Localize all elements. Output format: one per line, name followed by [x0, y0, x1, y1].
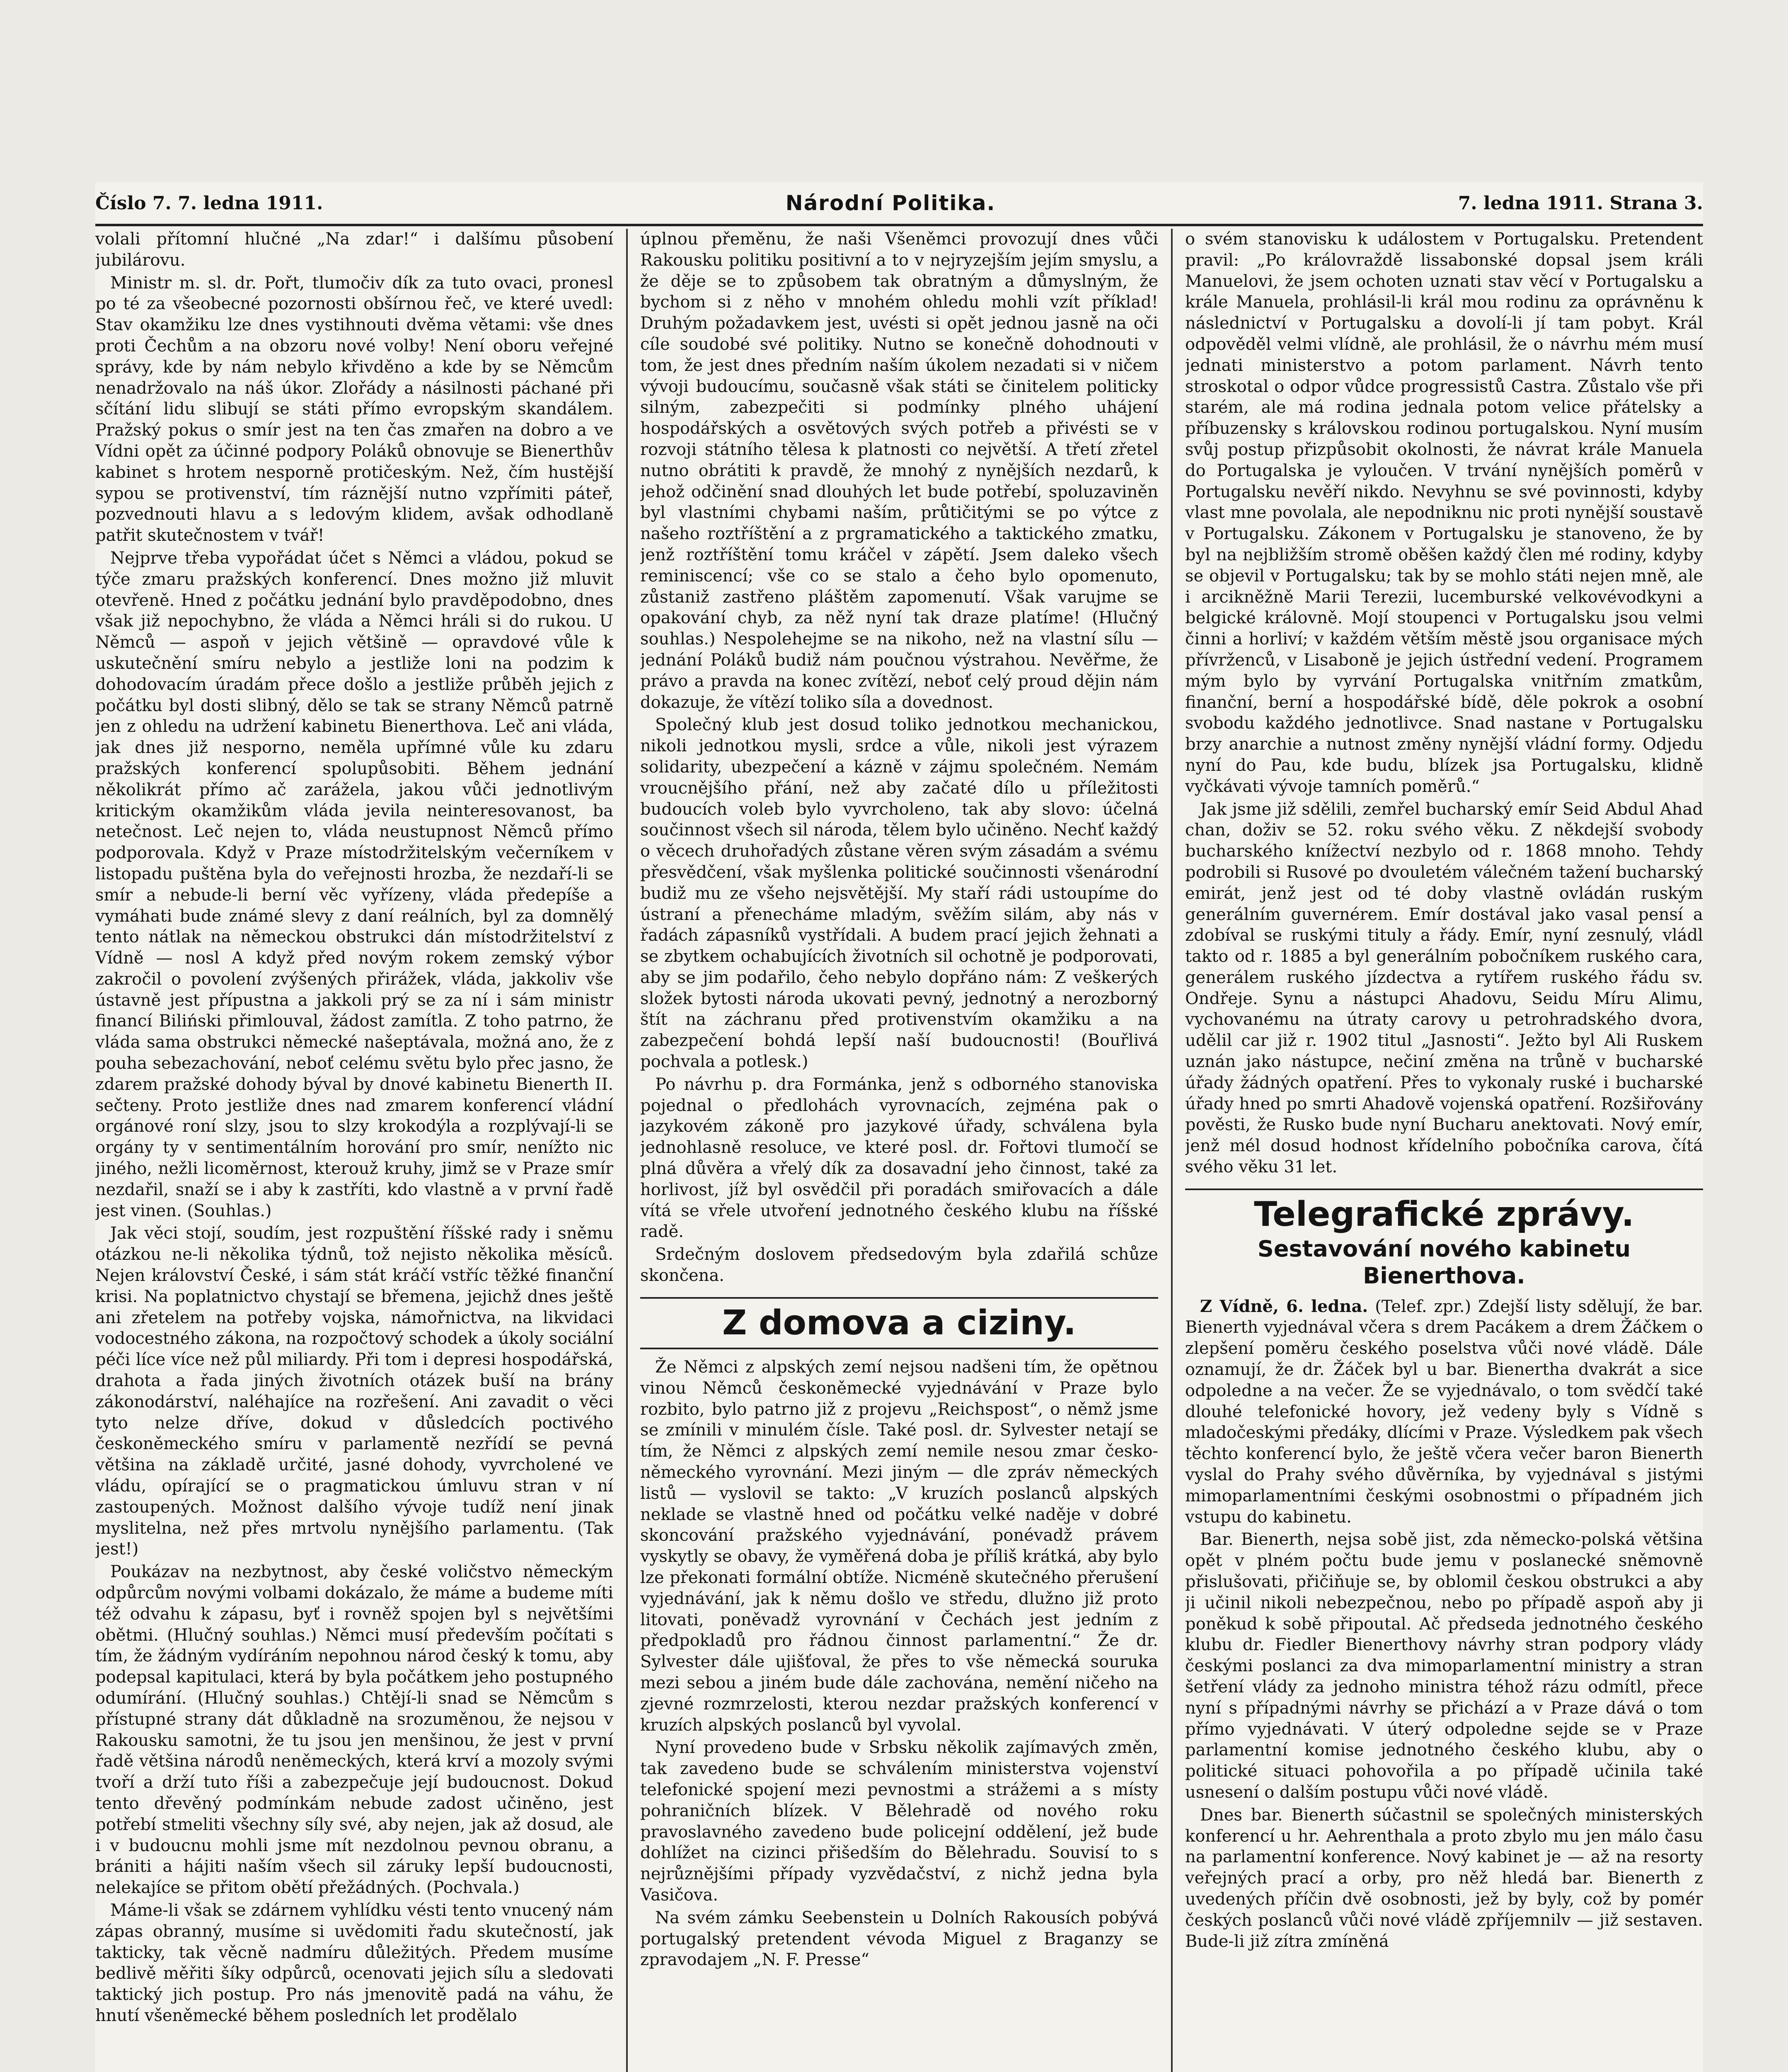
paragraph: Nyní provedeno bude v Srbsku několik zajímavých změn, tak zavedeno bude se schválením ministerstva vojenství telefonické spojení mezi pevnostmi a strážemi a s místy pohraničních blízek. V Bělehradě od nového roku pravoslavného zavedeno bude policejní oddělení, jež bude dohlížet na cizinci přišedším do Bělehradu. Souvisí to s nejrůznějšími případy vyzvědačství, z nichž jedna byla Vasičova. — [640, 1738, 1158, 1905]
article-subheading: Sestavování nového kabinetu Bienerthova. — [1257, 1236, 1631, 1289]
issue-number: Číslo 7. 7. ledna 1911. — [95, 192, 323, 214]
paragraph: úplnou přeměnu, že naši Všeněmci provozují dnes vůči Rakousku politiku positivní a to v nejryzejším jejím smyslu, a že děje se to způsobem tak obratným a důmyslným, že bychom si z něho v mnohém ohledu mohli vzít příklad! Druhým požadavkem jest, uvésti si opět jednou jasně na oči cíle soudobé své politiky. Nutno se konečně dohodnouti v tom, že jest dnes předním naším úkolem nezadati si v ničem vývoji budoucímu, současně však státi se činitelem politicky silným, zabezpečiti si podmínky plného uhájení hospodářských a osvětových svých potřeb a přivésti se v rozvoji státního tělesa k platnosti co největší. A třetí zřetel nutno obrátiti k pravdě, že mnohý z nynějších nezdarů, k jehož odčinění snad dlouhých let bude potřebí, spoluzaviněn byl vlastními chybami naším, průtičitými se po výtce z našeho roztříštění a z prgramatického a taktického zmatku, jenž roztříštění tomu kráčel v zápětí. Jsem daleko všech reminiscencí; vše co se stalo a čeho bylo opomenuto, zůstaniž zastřeno pláštěm zapomenutí. Však varujme se opakování chyb, za něž nyní tak draze platíme! (Hlučný souhlas.) Nespolehejme se na nikoho, než na vlastní sílu — jednání Poláků budiž nám poučnou výstrahou. Nevěřme, že právo a pravda na konec zvítězí, neboť celý proud dějin nám dokazuje, že vítězí toliko síla a dovednost. — [640, 230, 1158, 712]
page-header — [95, 182, 1703, 226]
newspaper-page — [95, 182, 1703, 2072]
paragraph: Srdečným doslovem předsedovým byla zdařilá schůze skončena. — [640, 1245, 1158, 1285]
dateline: Z Vídně, 6. ledna. — [1200, 1296, 1368, 1316]
date-page-number: 7. ledna 1911. Strana 3. — [1458, 192, 1703, 214]
paragraph — [1185, 1296, 1703, 1528]
paragraph: Ministr m. sl. dr. Pořt, tlumočiv dík za tuto ovaci, pronesl po té za všeobecné pozornosti obšírnou řeč, ve které uvedl: Stav okamžiku lze dnes vystihnouti dvěma větami: vše dnes proti Čechům a na obzoru nové volby! Není oboru veřejné správy, kde by nám nebylo křivděno a kde by se Němcům nenadržovalo na náš úkor. Zlořády a násilnosti páchané při sčítání lidu slibují se státi přímo evropským skandálem. Pražský pokus o smír jest na ten čas zmařen na dobro a ve Vídni opět za účinné podpory Poláků obnovuje se Bienerthův kabinet s hrotem nesporně protičeským. Než, čím hustější sypou se protivenství, tím ráznější nutno vzpřímiti páteř, pozvednouti hlavu a s ledovým klidem, avšak odhodlaně patřit skutečnostem v tvář! — [95, 273, 613, 545]
paragraph: Že Němci z alpských zemí nejsou nadšeni tím, že opětnou vinou Němců českoněmecké vyjednávání v Praze bylo rozbito, bylo patrno již z projevu „Reichspost“, o němž jsme se zmínili v minulém čísle. Také posl. dr. Sylvester netají se tím, že Němci z alpských zemí nemile nesou zmar česko-německého vyrovnání. Mezi jiným — dle zpráv německých listů — vyslovil se takto: „V kruzích poslanců alpských neklade se vlastně hned od počátku velké naděje v dobré skoncování pražského vyjednávání, ponévadž právem vyskytly se obavy, že vyměřená doba je příliš krátká, aby bylo lze překonati formální obtíže. Nicméně skutečného přerušení vyjednávání, jak k němu došlo ve středu, dlužno již proto litovati, poněvadž vyrovnání v Čechách jest jedním z předpokladů pro řádnou činnost parlamentní.“ Že dr. Sylvester dále ujišťoval, že přes to vše německá souruka mezi sebou a jiném bude dále zachována, nemění ničeho na zjevné rozmrzelosti, kterou nezdar pražských konferencí v kruzích alpských poslanců byl vyvolal. — [640, 1358, 1158, 1735]
paragraph: o svém stanovisku k událostem v Portugalsku. Pretendent pravil: „Po královraždě lissabonské dopsal jsem králi Manuelovi, že jsem ochoten uznati stav věcí v Portugalsku a krále Manuela, prohlásil-li král mou rodinu za oprávněnu k následnictví v Portugalsku a dovolí-li jí tam pobyt. Král odpověděl velmi vlídně, ale prohlásil, že o návrhu mém musí jednati ministerstvo a potom parlament. Návrh tento stroskotal o odpor vůdce progressistů Castra. Zůstalo vše při starém, ale má rodina jednala potom velice přátelsky a příbuzensky s královskou rodinou portugalskou. Nyní musím svůj postup přizpůsobit okolnosti, že návrat krále Manuela do Portugalska je vyloučen. V trvání nynějších poměrů v Portugalsku nevěří nikdo. Nevyhnu se své povinnosti, kdyby vlast mne povolala, ale nepodniknu nic proti nynější soustavě v Portugalsku. Zákonem v Portugalsku je stanoveno, že by byl na nejbližším stromě oběšen každý člen mé rodiny, kdyby se objevil v Portugalsku; tak by se mohlo státi nejen mně, ale i arcikněžně Marii Terezii, lucemburské velkovévodkyni a belgické královně. Mojí stoupenci v Portugalsku jsou velmi činni a horliví; v každém větším městě jsou organisace mých přívrženců, v Lisaboně je jejich ústřední vedení. Programem mým bylo by vyrvání Portugalska vnitřním zmatkům, finanční, berní a hospodářské bídě, děle pokrok a osobní svobodu každého jednotlivce. Snad nastane v Portugalsku brzy anarchie a nutnost změny nynější vládní formy. Odjedu nyní do Pau, kde budu, blízek jsa Portugalsku, klidně vyčkávati vývoje tamních poměrů.“ — [1185, 230, 1703, 796]
paragraph: Na svém zámku Seebenstein u Dolních Rakousích pobývá portugalský pretendent vévoda Miguel z Braganzy se zpravodajem „N. F. Presse“ — [640, 1908, 1158, 1970]
paragraph: Jak věci stojí, soudím, jest rozpuštění říšské rady i sněmu otázkou ne-li několika týdnů, tož nejisto několika měsíců. Nejen království České, i sám stát kráčí vstříc těžké finanční krisi. Na poplatnictvo chystají se břemena, jejichž dnes ještě ani zřetelem na potřeby vojska, námořnictva, na likvidaci vodocestného zákona, na rozpočtový schodek a úkoly sociální péči líce více než půl miliardy. Při tom i depresi hospodářská, drahota a řada jiných životních otázek buší na brány zákonodárství, naléhajíce na rozřešení. Ani zavadit o věci tyto nelze dříve, dokud v důsledcích poctivého českoněmeckého smíru v parlamentě nezřídí se pevná většina na základě určité, jasné dohody, vyvrcholené ve vládu, opírající se o pragmatickou úmluvu stran v ní zastoupených. Možnost dalšího vývoje tudíž není jinak myslitelna, než přes mrtvolu nynějšího parlamentu. (Tak jest!) — [95, 1224, 613, 1559]
section-heading-telegraph: Telegrafické zprávy. — [1185, 1188, 1703, 1233]
paragraph: volali přítomní hlučné „Na zdar!“ i dalšímu působení jubilárovu. — [95, 230, 613, 270]
paragraph: Jak jsme již sdělili, zemřel bucharský emír Seid Abdul Ahad chan, doživ se 52. roku svého věku. Z někdejší svobody bucharského knížectví nezbylo od r. 1868 mnoho. Tehdy podrobili si Rusové po dvouletém válečném tažení bucharský emirát, jenž jest od té doby vlastně ovládán ruským generálním guvernérem. Emír dostával jako vasal pensí a zdobíval se ruskými tituly a řády. Emír, nyní zesnulý, vládl takto od r. 1885 a byl generálním pobočníkem ruského cara, generálem ruského jízdectva a rytířem ruského řádu sv. Ondřeje. Synu a nástupci Ahadovu, Seidu Míru Alimu, vychovanému na útraty carovy u petrohradského dvora, udělil car již r. 1902 titul „Jasnosti“. Ježto byl Ali Ruskem uznán jako nástupce, nečiní změna na trůně v bucharské úřady žádných opatření. Přes to vykonaly ruské i bucharské úřady hned po smrti Ahadově vojenská opatření. Rozšiřovány pověsti, že Rusko bude nyní Bucharu anektovati. Nový emír, jenž mél dosud hodnost křídelního pobočníka carova, čítá svého věku 31 let. — [1185, 799, 1703, 1177]
column-1 — [95, 229, 613, 2072]
paragraph: Po návrhu p. dra Formánka, jenž s odborného stanoviska pojednal o předlohách vyrovnacích, zejména pak o jazykovém zákoně pro jazykové úřady, schválena byla jednohlasně resoluce, ve které posl. dr. Fořtovi tlumočí se plná důvěra a vřelý dík za dosavadní jeho činnost, také za horlivost, jíž byl osvědčil při poradách smiřovacích a dále vítá se vřele utvoření jednotného českého klubu na říšské radě. — [640, 1075, 1158, 1242]
paragraph: Poukázav na nezbytnost, aby české voličstvo německým odpůrcům novými volbami dokázalo, že máme a budeme míti též odvahu k zápasu, byť i rovněž spojen byl s největšími obětmi. (Hlučný souhlas.) Němci musí především počítati s tím, že žádným vydíráním nepohnou národ český k tomu, aby podepsal kapitulaci, která by byla počátkem jeho postupného odumírání. (Hlučný souhlas.) Chtějí-li snad se Němcům s přístupné strany dát důkladně na srozuměnou, že nejsou v Rakousku samotni, že tu jsou jen menšinou, že jest v první řadě většina národů neněmeckých, která krví a mozoly svými tvoří a drží tuto říši a zabezpečuje její budoucnost. Dokud tento dřevěný podmínkám nebude zadost učiněno, jest potřebí stmeliti všechny síly své, aby nejen, jak až dosud, ale i v budoucnu mohli jsme mít nezdolnou pevnou obranu, a brániti a hájiti naším všech sil záruky lepší budoucnosti, nelekajíce se přitom obětí přežádných. (Pochvala.) — [95, 1562, 613, 1898]
column-divider — [626, 229, 628, 2072]
paragraph: Máme-li však se zdárnem vyhlídku vésti tento vnucený nám zápas obranný, musíme si uvědomiti řadu skutečností, jak takticky, tak věcně nadmíru důležitých. Předem musíme bedlivě měřiti šíky odpůrců, ocenovati jejich sílu a sledovati taktický jich postup. Pro nás jmenovitě padá na váhu, že hnutí všeněmecké během posledních let prodělalo — [95, 1900, 613, 2025]
article-columns — [95, 229, 1703, 2072]
column-divider — [1171, 229, 1173, 2072]
paragraph: Nejprve třeba vypořádat účet s Němci a vládou, pokud se týče zmaru pražských konferencí. Dnes možno již mluvit otevřeně. Hned z počátku jednání bylo pravděpodobno, dnes však již nepochybno, že vláda a Němci hráli si do rukou. U Němců — aspoň v jejich většině — opravdové vůle k uskutečnění smíru nebylo a jestliže loni na podzim k dohodovacím úradám přece došlo a jestliže průběh jejich z počátku byl dosti slibný, dělo se tak se strany Němců patrně jen z ohledu na udržení kabinetu Bienerthova. Leč ani vláda, jak dnes již nesporno, neměla upřímné vůle ku zdaru pražských konferencí spolupůsobiti. Během jednání několikrát přímo ač zarážela, jakou vůči jednotlivým kritickým okamžikům vláda jevila neinteresovanost, ba netečnost. Leč nejen to, vláda neustupnost Němců přímo podporovala. Když v Praze místodržitelským večerníkem v listopadu puštěna byla do veřejnosti hrozba, že nezdaří-li se smír a nebude-li berní věc vyřízeny, vláda předepíše a vymáhati bude známé slevy z daní reálních, byl za domnělý tento nátlak na německou obstrukci dán místodržitelství z Vídně — nosl A když před novým rokem zemský výbor zakročil o povolení zvýšených přirážek, vláda, jakkoliv vše ústavně jest přípustna a jakkoli prý se za ní i sám ministr financí Biliński přimlouval, žádost zamítla. Z toho patrno, že vláda sama obstrukci německé našeptávala, možná ano, že z pouha sebezachování, neboť celému světu bylo přec jasno, že zdarem pražské dohody býval by dnové kabinetu Bienerth II. sečteny. Proto jestliže dnes nad zmarem konferencí vládní orgánové roní slzy, jsou to slzy krokodýla a rozplývají-li se orgány ty v sentimentálním horování pro smír, nenížto nic jiného, nežli licoměrnost, kterouž kruhy, jimž se v Praze smír nezdařil, snaží se i aby k zastříti, kdo vlastně a v první řadě jest vinen. (Souhlas.) — [95, 548, 613, 1220]
newspaper-title: Národní Politika. — [785, 191, 996, 215]
paragraph: Společný klub jest dosud toliko jednotkou mechanickou, nikoli jednotkou mysli, srdce a vůle, nikoli jest výrazem solidarity, ubezpečení a kázně v zájmu společném. Nemám vroucnějšího přání, než aby začaté dílo u příležitosti budoucích voleb bylo vyvrcholeno, tak aby slovo: účelná součinnost všech sil národa, tělem bylo učiněno. Nechť každý o věcech druhořadých zůstane věren svým zásadám a svému přesvědčení, však myšlenka politické součinnosti všenárodní budiž mu ze všeho nejsvětější. My staří rádi ustoupíme do ústraní a přenecháme mladým, svěžím silám, aby nás v řadách zápasníků vystřídali. A budem prací jejich žehnati a se zbytkem ochabujících životních sil ochotně je podporovati, aby se jim podařilo, čeho nebylo dopřáno nám: Z veškerých složek bytosti národa ukovati pevný, jednotný a nerozborný štít na záchranu před protivenstvím okamžiku a na zabezpečení bohdá lepší naší budoucnosti! (Bouřlivá pochvala a potlesk.) — [640, 715, 1158, 1072]
paragraph: Bar. Bienerth, nejsa sobě jist, zda německo-polská většina opět v plném počtu bude jemu v poslanecké sněmovně přislušovati, přičiňuje se, by oblomil českou obstrukci a aby ji učinil nikoli nebezpečnou, nebo po případě aspoň aby ji poněkud k sobě připoutal. Ač předseda jednotného českého klubu dr. Fiedler Bienerthovy návrhy stran podpory vlády českými poslanci za dva mimoparlamentní ministry a stran šetření vlády za jednoho ministra téhož rázu odmítl, přece nyní s případnými návrhy se přichází a v Praze dává o tom přímo vyjednávati. V úterý odpoledne sejde se v Praze parlamentní komise jednotného českého klubu, aby o politické situaci pohovořila a po případě učinila také usnesení o dalším postupu vůči nové vládě. — [1185, 1530, 1703, 1802]
paragraph: Dnes bar. Bienerth súčastnil se společných ministerských konferencí u hr. Aehrenthala a proto zbylo mu jen málo času na parlamentní konference. Nový kabinet je — až na resorty veřejných prací a orby, pro něž hledá bar. Bienerth z uvedených příčin dvě osobnosti, jež by byly, což by pomér českých poslanců vůči nové vládě zpříjemnilv — již sestaven. Bude-li již zítra zmíněná — [1185, 1805, 1703, 1951]
column-2 — [640, 229, 1158, 2072]
section-heading-domestic-foreign: Z domova a ciziny. — [640, 1297, 1158, 1349]
column-3 — [1185, 229, 1703, 2072]
paragraph-text: (Telef. zpr.) Zdejší listy sdělují, že bar. Bienerth vyjednával včera s drem Pacákem a drem Žáčkem o zlepšení poměru českého poselstva vůči nové vládě. Dále oznamují, že dr. Žáček byl u bar. Bienertha dvakrát a sice odpoledne a na večer. Že se vyjednávalo, o tom svědčí také dlouhé telefonické hovory, jež vedeny byly s Vídně s mladočeskými předáky, dlícími v Praze. Výsledkem pak všech těchto konferencí bylo, že ještě včera večer baron Bienerth vyslal do Prahy svého důvěrníka, by vyjednával s jistými mimoparlamentními českými osobnostmi o případném jich vstupu do kabinetu. — [1185, 1297, 1703, 1527]
